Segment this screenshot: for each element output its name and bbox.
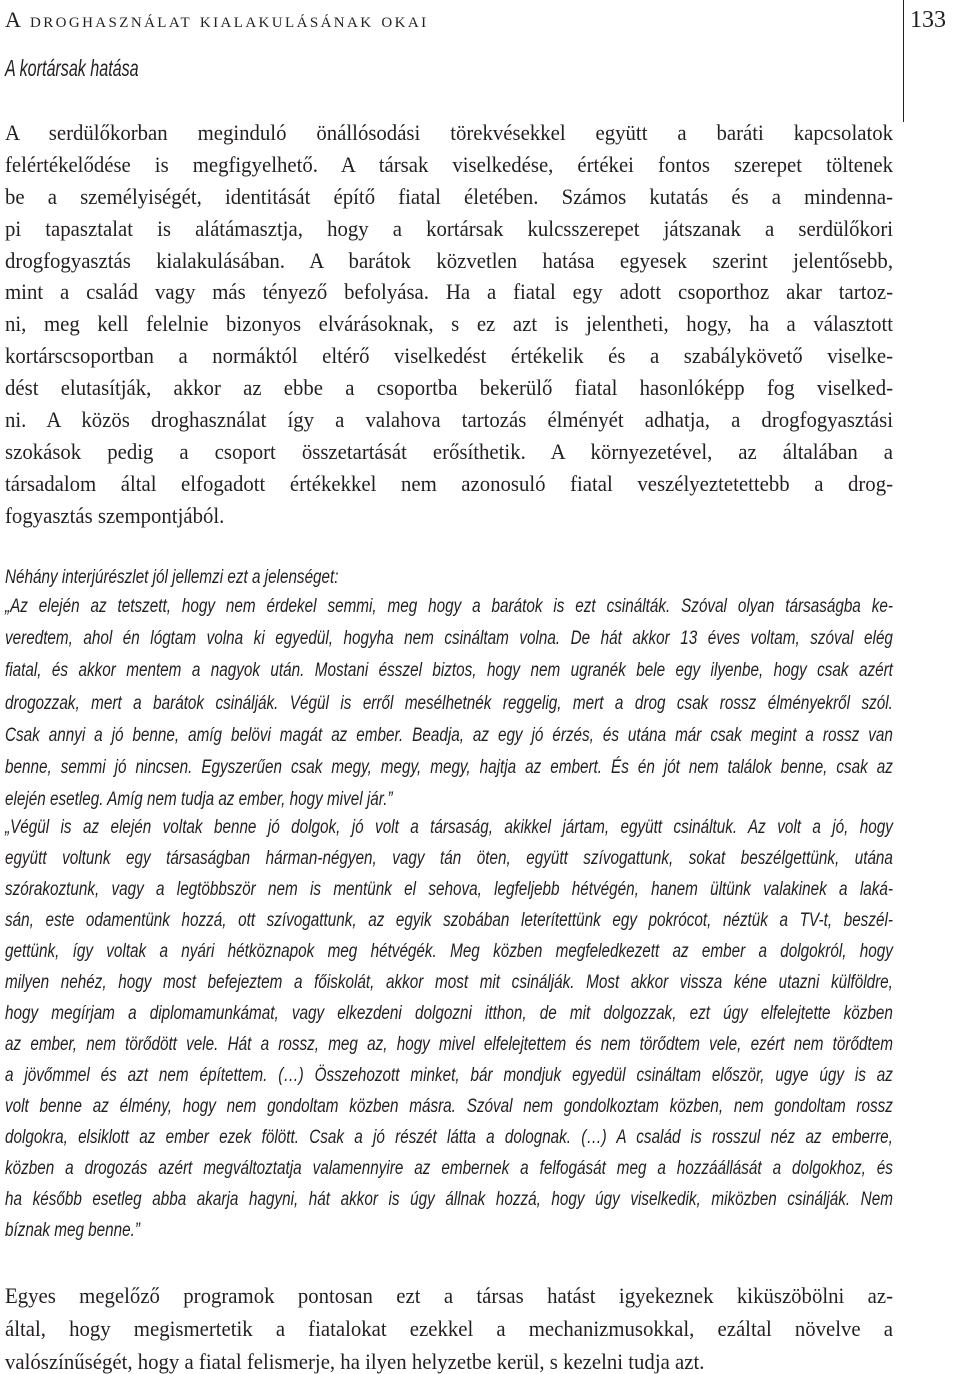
paragraph-line: kortárscsoportban a normáktól eltérő viselkedést értékelik és a szabálykövető viselke- [5,343,894,369]
paragraph-line: Egyes megelőző programok pontosan ezt a társas hatást igyekeznek kiküszöbölni az- [5,1283,894,1308]
running-title: A droghasználat kialakulásának okai [5,7,429,32]
quote-line: Csak annyi a jó benne, amíg belövi magát az ember. Beadja, az egy jó érzés, és utána már csak megint a rossz van [5,723,893,746]
quote-line: sán, este odamentünk hozzá, ott szívogattunk, az egyik szobában leterítettünk egy pokrócot, néztük a TV-t, beszél- [5,909,893,931]
quote-line: ha később esetleg abba akarja hagyni, hát akkor is úgy állnak hozzá, hogy úgy viselkedik, miközben csinálják. Nem [5,1188,893,1210]
page-number: 133 [910,7,946,33]
quote-line: hogy megírjam a diplomamunkámat, vagy elkezdeni dolgozni itthon, de mit dolgozzak, ezt úgy elfelejtette közben [5,1002,893,1024]
paragraph-line: A serdülőkorban meginduló önállósodási törekvésekkel együtt a baráti kapcsolatok [5,120,894,145]
quote-line: veredtem, ahol én lógtam volna ki egyedül, hogyha nem csináltam volna. De hát akkor 13 éves voltam, szóval elég [5,627,893,650]
body-paragraph-1 [5,117,893,532]
paragraph-line: dést elutasítják, akkor az ebbe a csoportba bekerülő fiatal hasonlóképp fog viselked- [5,375,894,401]
paragraph-line: drogfogyasztás kialakulásában. A barátok közvetlen hatása egyesek szerint jelentősebb, [5,247,894,273]
paragraph-line: ni. A közös droghasználat így a valahova tartozás élményét adhatja, a drogfogyasztási [5,407,894,433]
quote-line: bíznak meg benne.” [5,1219,140,1241]
paragraph-line: pi tapasztalat is alátámasztja, hogy a kortársak kulcsszerepet játszanak a serdülőkori [5,215,894,241]
paragraph-line: valószínűségét, hogy a fiatal felismerje, ha ilyen helyzetbe kerül, s kezelni tudja azt. [5,1349,705,1374]
paragraph-line: szokások pedig a csoport összetartását erősíthetik. A környezetével, az általában a [5,438,894,464]
interview-intro: Néhány interjúrészlet jól jellemzi ezt a jelenséget: [5,566,339,588]
quote-line: gettünk, így voltak a nyári hétköznapok meg hétvégék. Meg közben megfeledkezett az ember a dolgokról, hogy [5,940,893,962]
quote-line: „Az elején az tetszett, hogy nem érdekel semmi, meg hogy a barátok is ezt csinálták. Szóval olyan társaságba ke- [5,595,893,617]
section-title: A kortársak hatása [5,55,139,81]
quote-line: volt benne az élmény, hogy nem gondoltam közben másra. Szóval nem gondolkoztam közben, nem gondoltam rossz [5,1095,893,1117]
quote-line: együtt voltunk egy társaságban hárman-négyen, vagy tán öten, együtt szívogattunk, sokat beszélgettünk, utána [5,847,893,869]
quote-line: fiatal, és akkor mentem a nagyok után. Mostani ésszel biztos, hogy nem ugranék bele egy ilyenbe, hogy csak azért [5,659,893,682]
quote-line: milyen nehéz, hogy most befejeztem a főiskolát, akkor most mit csinálják. Most akkor vissza kéne utazni külföldre, [5,971,893,993]
paragraph-line: felértékelődése is megfigyelhető. A társak viselkedése, értékei fontos szerepet töltenek [5,151,894,177]
quote-line: szórakoztunk, vagy a legtöbbször nem is mentünk el sehova, legfeljebb hétvégén, hanem ültünk valakinek a laká- [5,878,893,900]
quote-line: elején esetleg. Amíg nem tudja az ember, hogy mivel jár.” [5,788,393,811]
header-rule [903,0,904,122]
paragraph-line: fogyasztás szempontjából. [5,502,225,528]
quote-line: „Végül is az elején voltak benne jó dolgok, jó volt a társaság, akikkel jártam, együtt csináltuk. Az volt a jó, hogy [5,816,893,838]
paragraph-line: be a személyiségét, identitását építő fiatal életében. Számos kutatás és a mindenna- [5,183,894,209]
paragraph-line: ni, meg kell felelnie bizonyos elvárásoknak, s ez azt is jelentheti, hogy, ha a választott [5,311,894,337]
quote-line: közben a drogozás azért megváltoztatja valamennyire az embernek a felfogását meg a hozzáállását a dolgokhoz, és [5,1157,893,1179]
paragraph-line: által, hogy megismertetik a fiatalokat ezekkel a mechanizmusokkal, ezáltal növelve a [5,1316,894,1341]
quote-line: drogozzak, mert a barátok csinálják. Végül is erről mesélhetnék reggelig, mert a drog csak rossz élményekről szól. [5,691,893,714]
quote-line: benne, semmi jó nincsen. Egyszerűen csak megy, megy, megy, hajtja az embert. És én jót nem találok benne, csak az [5,755,893,778]
quote-line: a jövőmmel és azt nem építettem. (…) Összehozott minket, bár mondjuk egyedül csináltam először, ugye úgy is az [5,1064,893,1086]
interview-quote-2 [5,812,893,1246]
interview-quote-1 [5,590,893,815]
quote-line: dolgokra, elsiklott az ember ezek fölött. Csak a jó részét látta a dolognak. (…) A család is rosszul néz az emberre, [5,1126,893,1148]
body-paragraph-2 [5,1279,893,1374]
quote-line: az ember, nem törődött vele. Hát a rossz, meg az, hogy mivel elfelejtettem és nem törődtem vele, ezért nem törődtem [5,1033,893,1055]
paragraph-line: társadalom által elfogadott értékekkel nem azonosuló fiatal veszélyeztetettebb a drog- [5,470,894,496]
paragraph-line: mint a család vagy más tényező befolyása. Ha a fiatal egy adott csoporthoz akar tartoz- [5,279,894,305]
